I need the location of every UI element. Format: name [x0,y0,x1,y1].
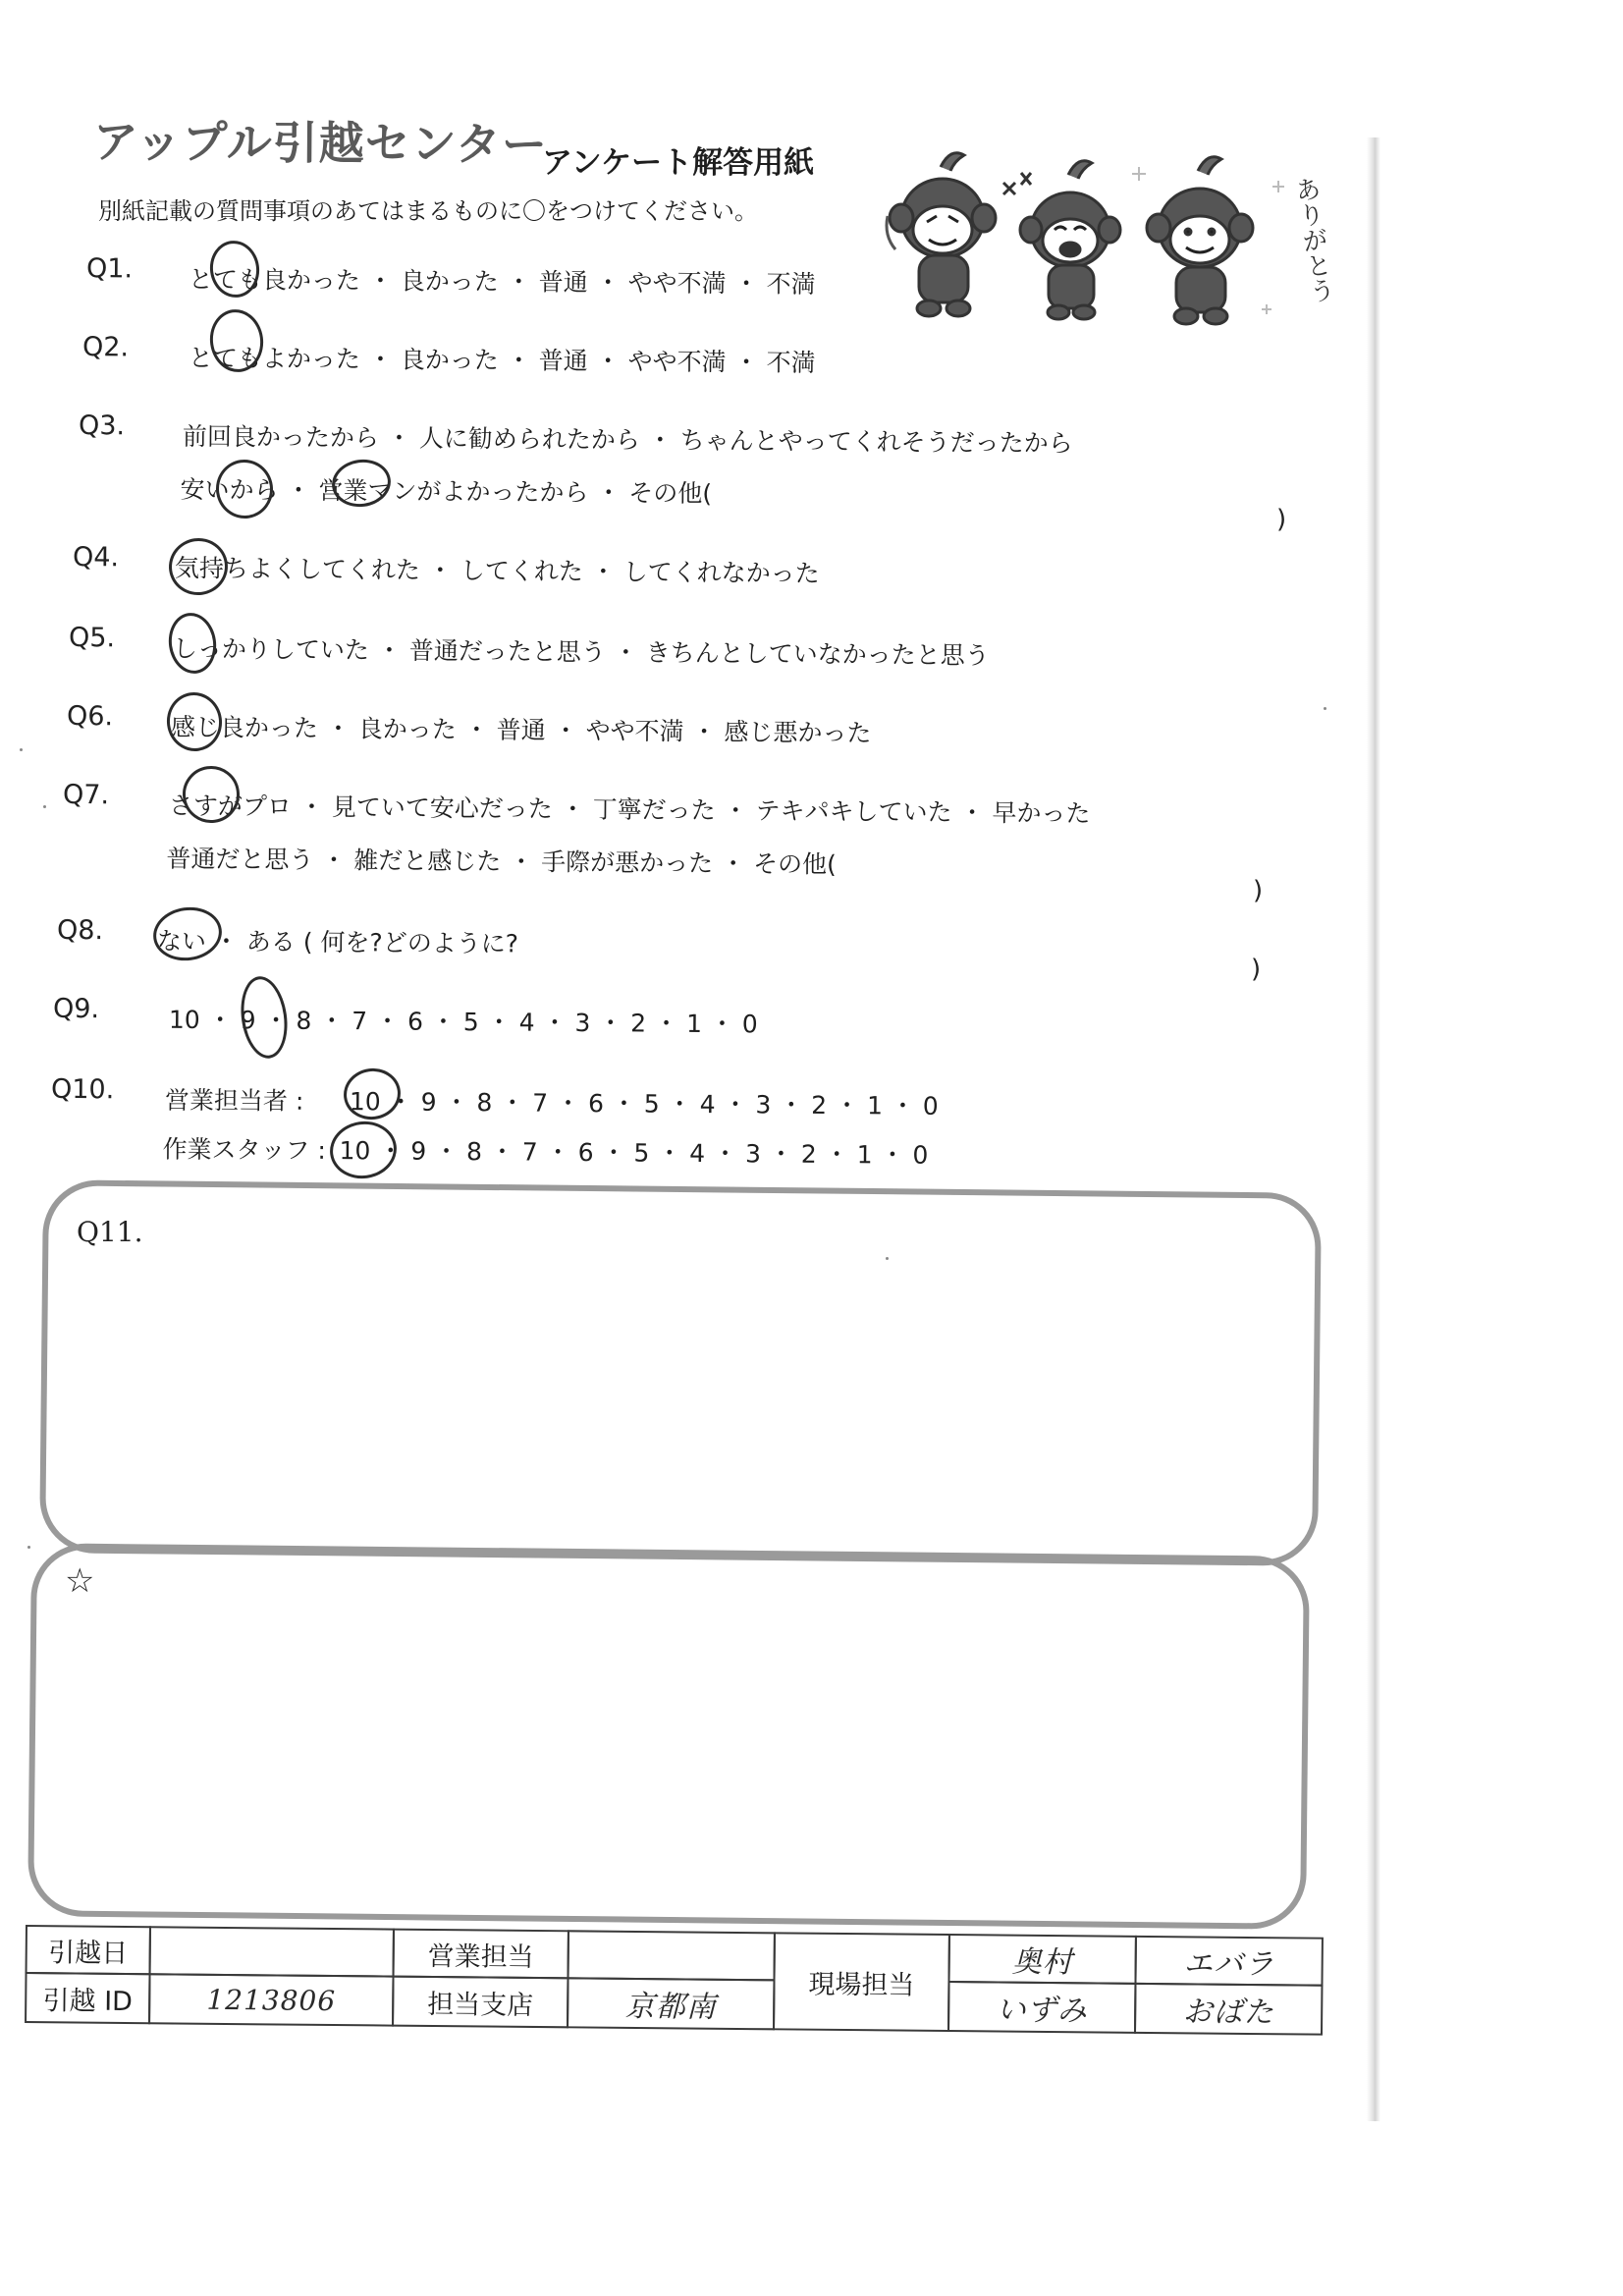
q1-options: とても良かった ・ 良かった ・ 普通 ・ やや不満 ・ 不満 [188,264,816,299]
star-comment-box [27,1543,1310,1930]
form-title: アンケート解答用紙 [542,145,815,181]
question-number: Q8. [56,914,104,947]
q3-options-line-1: 前回良かったから ・ 人に勧められたから ・ ちゃんとやってくれそうだったから [182,421,1073,458]
q10-staff-scale: 10 ・ 9 ・ 8 ・ 7 ・ 6 ・ 5 ・ 4 ・ 3 ・ 2 ・ 1 ・ 0 [339,1136,929,1170]
question-number: Q7. [62,779,110,811]
q5-options: しっかりしていた ・ 普通だったと思う ・ きちんとしていなかったと思う [172,633,990,671]
q8-close-paren: ) [1251,955,1262,984]
question-number: Q6. [66,700,114,733]
brand-logo: アップル引越センター [92,114,549,172]
question-q3 [0,410,1375,538]
move-date-label: 引越日 [26,1925,151,1975]
q10-staff-label: 作業スタッフ : [162,1134,327,1165]
site-staff-4: おばた [1134,1983,1323,2036]
question-number: Q3. [78,410,126,442]
sales-rep-value [567,1930,775,1981]
scan-speck [43,805,46,808]
sales-rep-label: 営業担当 [393,1929,569,1980]
move-id-value: 1213806 [148,1973,394,2026]
site-rep-label: 現場担当 [773,1932,950,2032]
branch-label: 担当支店 [392,1976,568,2029]
branch-value: 京都南 [567,1977,775,2030]
q8-options: ない ・ ある ( 何を?どのように? [156,926,519,958]
scan-speck [27,1546,30,1549]
q10-sales-scale: 10 ・ 9 ・ 8 ・ 7 ・ 6 ・ 5 ・ 4 ・ 3 ・ 2 ・ 1 ・ 0 [349,1087,939,1121]
mascot-caption: ありがとう [1289,174,1336,305]
instructions: 別紙記載の質問事項のあてはまるものに〇をつけてください。 [98,197,758,225]
q6-options: 感じ良かった ・ 良かった ・ 普通 ・ やや不満 ・ 感じ悪かった [170,712,872,748]
star-icon: ☆ [65,1561,95,1601]
q2-options: とてもよかった ・ 良かった ・ 普通 ・ やや不満 ・ 不満 [188,343,816,377]
question-number: Q4. [72,541,120,574]
question-q9 [0,993,1375,1063]
q7-options-line-2: 普通だと思う ・ 雑だと感じた ・ 手際が悪かった ・ その他( [166,844,838,879]
q7-options-line-1: さすがプロ ・ 見ていて安心だった ・ 丁寧だった ・ テキパキしていた ・ 早かった [168,791,1091,828]
site-staff-1: 奥村 [947,1934,1136,1985]
move-id-label: 引越 ID [25,1972,150,2024]
site-staff-3: いずみ [947,1981,1136,2034]
q11-label: Q11. [77,1216,143,1248]
question-number: Q1. [85,253,134,285]
move-info-table [24,1925,1301,2094]
q9-scale: 10 ・ 9 ・ 8 ・ 7 ・ 6 ・ 5 ・ 4 ・ 3 ・ 2 ・ 1 ・ 0 [168,1005,758,1039]
q3-options-line-2: 安いから ・ 営業マンがよかったから ・ その他( [180,474,713,509]
question-q1 [0,252,1375,322]
q3-other-close-paren: ) [1276,505,1287,534]
q11-comment-box [39,1179,1322,1566]
q4-options: 気持ちよくしてくれた ・ してくれた ・ してくれなかった [174,553,820,588]
question-q2 [0,331,1375,401]
q10-sales-label: 営業担当者 : [164,1085,304,1116]
scan-speck [1324,707,1326,710]
scan-speck [20,748,23,751]
question-number: Q9. [52,993,100,1025]
move-date-value [149,1926,395,1977]
site-staff-2: エバラ [1134,1936,1323,1987]
question-number: Q2. [81,332,130,363]
question-number: Q10. [50,1073,115,1106]
question-number: Q5. [68,622,116,654]
q7-other-close-paren: ) [1253,876,1264,905]
scan-speck [886,1257,889,1260]
